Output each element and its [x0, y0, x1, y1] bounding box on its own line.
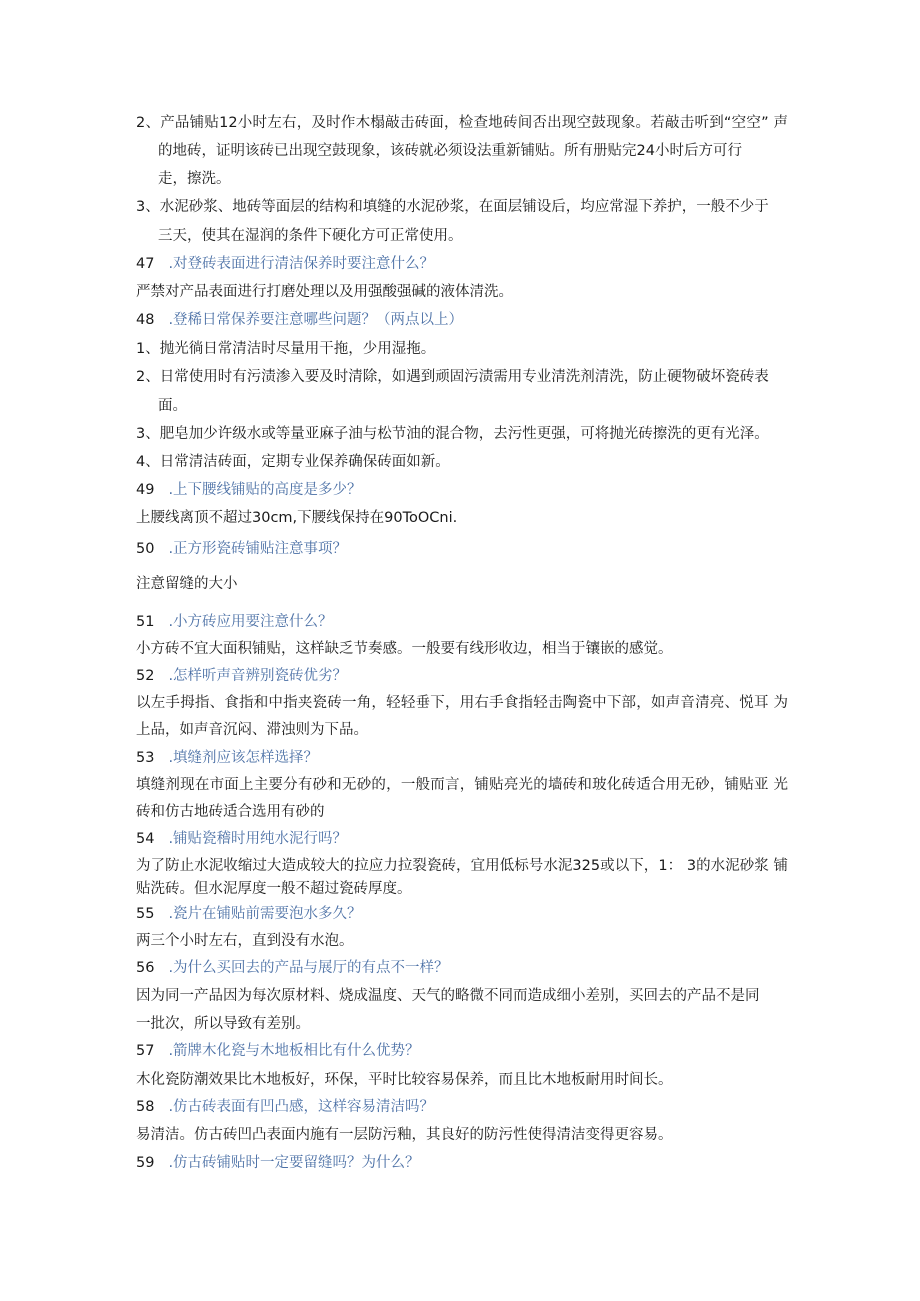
- question-number: 48: [136, 312, 155, 328]
- question-text: .登稀日常保养要注意哪些问题？（两点以上）: [168, 312, 464, 328]
- answer-line: 为了防止水泥收缩过大造成较大的拉应力拉裂瓷砖，宜用低标号水泥325或以下，1： 3的水泥砂浆 铺: [136, 858, 788, 874]
- answer-line: 1、抛光徜日常清洁时尽量用干拖，少用湿拖。: [136, 341, 436, 357]
- paragraph-line: 走，擦洗。: [158, 171, 231, 187]
- answer-line: 注意留缝的大小: [136, 576, 238, 592]
- question-heading: [136, 666, 347, 686]
- question-heading: [136, 310, 463, 330]
- question-number: 54: [136, 831, 155, 847]
- answer-line: 砖和仿古地砖适合选用有砂的: [136, 804, 325, 820]
- question-number: 55: [136, 906, 155, 922]
- question-number: 58: [136, 1099, 155, 1115]
- question-heading: [136, 958, 449, 978]
- paragraph-line: 3、水泥砂浆、地砖等面层的结构和填缝的水泥砂浆，在面层铺设后，均应常湿下养护，一般不少于: [136, 199, 769, 215]
- question-heading: [136, 480, 362, 500]
- paragraph-line: 三天，使其在湿润的条件下硬化方可正常使用。: [158, 228, 463, 244]
- question-number: 49: [136, 482, 155, 498]
- paragraph-line: 的地砖，证明该砖已出现空鼓现象，该砖就必须设法重新铺贴。所有册贴完24小时后方可行: [158, 143, 742, 159]
- question-text: .瓷片在铺贴前需要泡水多久？: [168, 906, 362, 922]
- question-text: .对登砖表面进行清洁保养时要注意什么？: [168, 256, 435, 272]
- question-number: 52: [136, 668, 155, 684]
- question-heading: [136, 1041, 420, 1061]
- question-number: 57: [136, 1043, 155, 1059]
- question-text: .填缝剂应该怎样选择？: [168, 750, 319, 766]
- question-heading: [136, 539, 347, 559]
- question-number: 56: [136, 960, 155, 976]
- answer-line: 小方砖不宜大面积铺贴，这样缺乏节奏感。一般要有线形收边，相当于镶嵌的感觉。: [136, 641, 673, 657]
- answer-line: 两三个小时左右，直到没有水泡。: [136, 933, 354, 949]
- question-text: .仿古砖铺贴时一定要留缝吗？为什么？: [168, 1155, 420, 1171]
- answer-line: 因为同一产品因为每次原材料、烧成温度、天气的略微不同而造成细小差别，买回去的产品不是同: [136, 988, 760, 1004]
- question-text: .上下腰线铺贴的高度是多少？: [168, 482, 362, 498]
- question-text: .为什么买回去的产品与展厅的有点不一样？: [168, 960, 449, 976]
- question-text: .怎样听声音辨别瓷砖优劣？: [168, 668, 348, 684]
- answer-line: 上品，如声音沉闷、滞浊则为下品。: [136, 722, 368, 738]
- question-heading: [136, 748, 318, 768]
- question-text: .仿古砖表面有凹凸感，这样容易清洁吗？: [168, 1099, 435, 1115]
- answer-line: 面。: [158, 398, 187, 414]
- question-heading: [136, 904, 362, 924]
- answer-line: 严禁对产品表面进行打磨处理以及用强酸强碱的液体清洗。: [136, 284, 513, 300]
- question-number: 51: [136, 614, 155, 630]
- answer-line: 一批次，所以导致有差别。: [136, 1016, 310, 1032]
- question-heading: [136, 1153, 420, 1173]
- answer-line: 4、日常清洁砖面，定期专业保养确保砖面如新。: [136, 454, 450, 470]
- answer-line: 填缝剂现在市面上主要分有砂和无砂的，一般而言，铺贴亮光的墙砖和玻化砖适合用无砂，铺贴亚 光: [136, 777, 788, 793]
- question-number: 47: [136, 256, 155, 272]
- answer-line: 贴洗砖。但水泥厚度一般不超过瓷砖厚度。: [136, 881, 412, 897]
- question-number: 53: [136, 750, 155, 766]
- answer-line: 木化瓷防潮效果比木地板好，环保，平时比较容易保养，而且比木地板耐用时间长。: [136, 1072, 673, 1088]
- question-text: .铺贴瓷稽时用纯水泥行吗？: [168, 831, 348, 847]
- paragraph-line: 2、产品铺贴12小时左右，及时作木榻敲击砖面，检查地砖间否出现空鼓现象。若敲击听到“空空” 声: [136, 115, 788, 131]
- question-heading: [136, 254, 434, 274]
- answer-line: 3、肥皂加少许级水或等量亚麻子油与松节油的混合物，去污性更强，可将抛光砖擦洗的更有光泽。: [136, 426, 769, 442]
- question-heading: [136, 829, 347, 849]
- question-number: 50: [136, 541, 155, 557]
- answer-line: 上腰线离顶不超过30cm,下腰线保持在90ToOCni.: [136, 510, 458, 526]
- question-text: .箭牌木化瓷与木地板相比有什么优势？: [168, 1043, 420, 1059]
- answer-line: 2、日常使用时有污渍渗入要及时清除，如遇到顽固污渍需用专业清洗剂清洗，防止硬物破坏瓷砖表: [136, 369, 769, 385]
- question-heading: [136, 1097, 434, 1117]
- answer-line: 以左手拇指、食指和中指夹瓷砖一角，轻轻垂下，用右手食指轻击陶瓷中下部，如声音清亮、悦耳 为: [136, 695, 788, 711]
- question-text: .正方形瓷砖铺贴注意事项？: [168, 541, 348, 557]
- answer-line: 易清洁。仿古砖凹凸表面内施有一层防污釉，其良好的防污性使得清洁变得更容易。: [136, 1127, 673, 1143]
- question-text: .小方砖应用要注意什么？: [168, 614, 333, 630]
- question-heading: [136, 612, 333, 632]
- question-number: 59: [136, 1155, 155, 1171]
